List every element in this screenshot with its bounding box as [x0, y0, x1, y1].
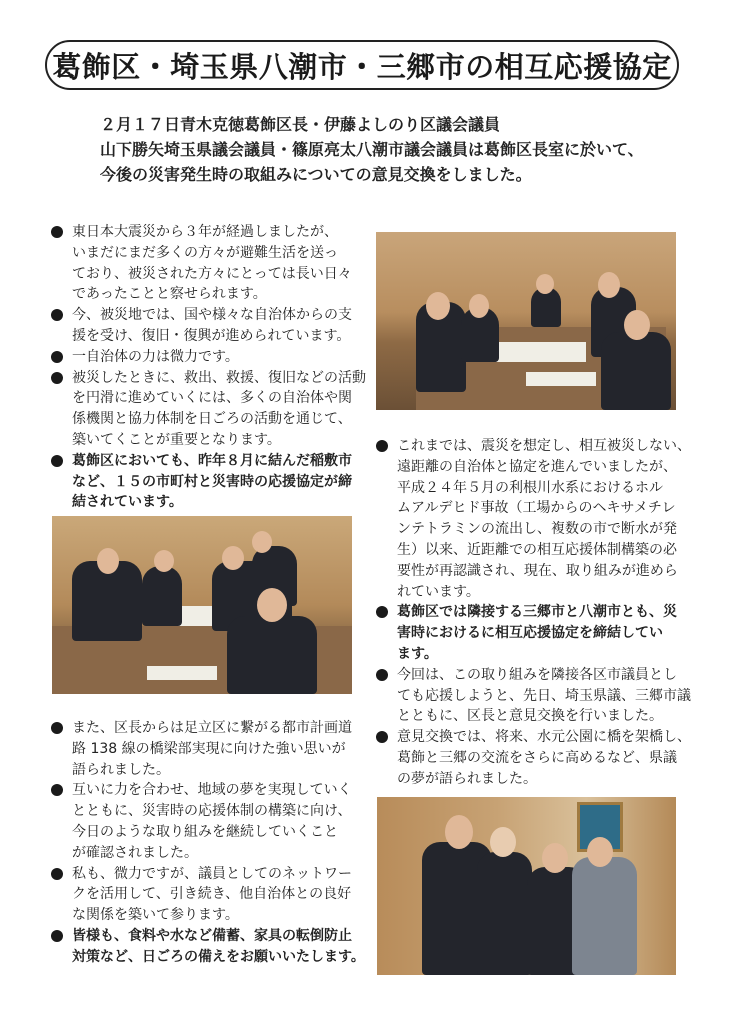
intro-line: 今後の災害発生時の取組みについての意見交換をしました。 [100, 165, 532, 184]
list-item-line: 被災したときに、救出、救援、復旧などの活動 [72, 369, 366, 386]
bullet-icon [51, 930, 63, 942]
intro-line: ２月１７日青木克徳葛飾区長・伊藤よしのり区議会議員 [100, 115, 501, 134]
list-item-line: 平成２４年５月の利根川水系におけるホル [397, 479, 663, 496]
list-item-line: これまでは、震災を想定し、相互被災しない、 [397, 438, 691, 454]
bullet-list-left-top [50, 222, 366, 513]
list-item-line: 一自治体の力は微力です。 [72, 348, 239, 365]
list-item-line: 語られました。 [72, 761, 170, 778]
list-item [50, 780, 365, 863]
intro-text [100, 112, 644, 187]
list-item [375, 665, 691, 727]
title-box [45, 40, 679, 90]
list-item-line: れています。 [397, 583, 480, 600]
list-item [50, 347, 366, 368]
list-item-line: 要性が再認識され、現在、取り組みが進めら [397, 562, 678, 579]
list-item-line: ても応援しようと、先日、埼玉県議、三郷市議 [397, 687, 691, 704]
list-item-line: など、１５の市町村と災害時の応援協定が締 [72, 473, 352, 490]
bullet-icon [376, 606, 388, 618]
list-item-line: いまだにまだ多くの方々が避難生活を送っ [72, 244, 338, 261]
list-item-line: 対策など、日ごろの備えをお願いいたします。 [72, 948, 365, 965]
meeting-photo-1 [376, 232, 676, 410]
list-item-line: 私も、微力ですが、議員としてのネットワー [72, 865, 352, 882]
bullet-list-right [375, 436, 691, 790]
list-item [50, 718, 365, 780]
list-item-line: また、区長からは足立区に繋がる都市計画道 [72, 720, 352, 736]
list-item-line: 係機関と協力体制を日ごろの活動を通じて、 [72, 411, 352, 428]
bullet-icon [51, 455, 63, 467]
list-item-line: な関係を築いて参ります。 [72, 907, 239, 924]
list-item [50, 222, 366, 305]
list-item-line: 葛飾区においても、昨年８月に結んだ稲敷市 [72, 452, 352, 469]
bullet-icon [51, 351, 63, 363]
bullet-icon [51, 722, 63, 734]
list-item-line: 葛飾区では隣接する三郷市と八潮市とも、災 [397, 604, 677, 621]
list-item-line: 遠距離の自治体と協定を進んでいましたが、 [397, 458, 677, 475]
list-item-line: 今、被災地では、国や様々な自治体からの支 [72, 307, 352, 324]
list-item [375, 436, 691, 602]
list-item-line: を円滑に進めていくには、多くの自治体や関 [72, 390, 352, 407]
list-item-line: であったことと察せられます。 [72, 286, 267, 303]
list-item-line: 路 138 線の橋梁部実現に向けた強い思いが [72, 740, 346, 757]
list-item [50, 864, 365, 926]
list-item-line: 築いてくことが重要となります。 [72, 431, 281, 448]
list-item-line: 援を受け、復旧・復興が進められています。 [72, 327, 351, 344]
list-item-line: 今日のような取り組みを継続していくこと [72, 823, 338, 840]
list-item-line: クを活用して、引き続き、他自治体との良好 [72, 886, 352, 903]
list-item [50, 305, 366, 347]
list-item-line: とともに、災害時の応援体制の構築に向け、 [72, 803, 352, 820]
list-item [50, 451, 366, 513]
list-item-line: 結されています。 [72, 494, 183, 511]
bullet-icon [376, 669, 388, 681]
bullet-icon [376, 440, 388, 452]
list-item-line: 生）以来、近距離での相互応援体制構築の必 [397, 541, 677, 558]
intro-line: 山下勝矢埼玉県議会議員・篠原亮太八潮市議会議員は葛飾区長室に於いて、 [100, 140, 644, 159]
page-title: 葛飾区・埼玉県八潮市・三郷市の相互応援協定 [52, 49, 672, 84]
list-item-line: 葛飾と三郷の交流をさらに高めるなど、県議 [397, 749, 677, 766]
list-item-line: が確認されました。 [72, 844, 198, 861]
bullet-icon [51, 372, 63, 384]
list-item-line: 東日本大震災から３年が経過しましたが、 [72, 224, 338, 240]
list-item-line: の夢が語られました。 [397, 770, 537, 787]
list-item-line: 意見交換では、将来、水元公園に橋を架橋し、 [397, 729, 691, 746]
bullet-icon [51, 309, 63, 321]
list-item-line: ムアルデヒド事故（工場からのヘキサメチレ [397, 500, 676, 517]
list-item-line: ます。 [397, 645, 438, 662]
list-item-line: ており、被災された方々にとっては長い日々 [72, 265, 352, 282]
list-item-line: 皆様も、食料や水など備蓄、家具の転倒防止 [72, 927, 352, 944]
list-item-line: 今回は、この取り組みを隣接各区市議員とし [397, 666, 677, 683]
list-item-line: 害時におけるに相互応援協定を締結してい [397, 625, 663, 642]
meeting-photo-2 [52, 516, 352, 694]
bullet-icon [376, 731, 388, 743]
bullet-icon [51, 784, 63, 796]
list-item-line: 互いに力を合わせ、地域の夢を実現していく [72, 782, 352, 799]
bullet-list-left-bottom [50, 718, 365, 968]
bullet-icon [51, 868, 63, 880]
list-item-line: ンテトラミンの流出し、複数の市で断水が発 [397, 521, 677, 538]
list-item [50, 926, 365, 968]
list-item [375, 727, 691, 789]
list-item [375, 602, 691, 664]
list-item [50, 368, 366, 451]
handshake-photo [377, 797, 676, 975]
bullet-icon [51, 226, 63, 238]
list-item-line: とともに、区長と意見交換を行いました。 [397, 708, 663, 725]
